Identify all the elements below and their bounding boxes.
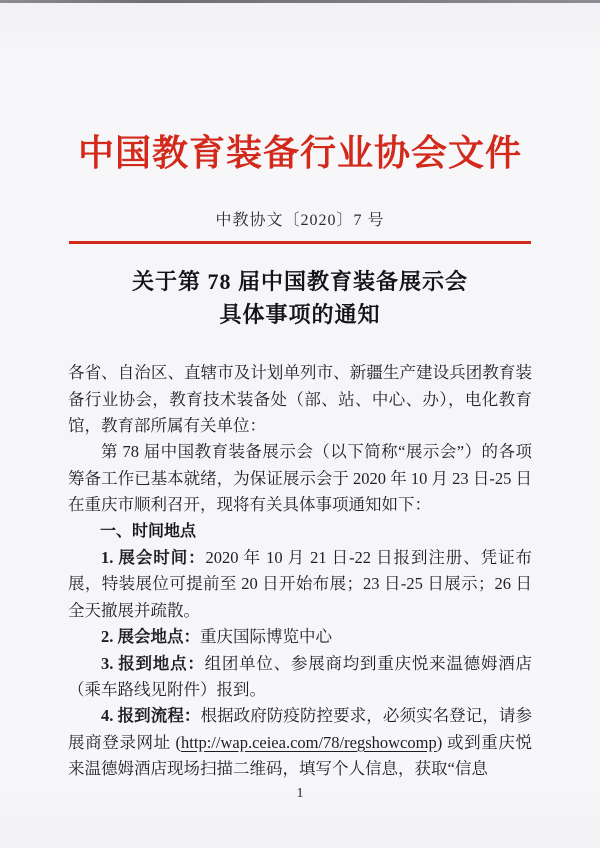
item-4-text-before-url: 根据政府防疫防控要求，必须实名登记，请参展商登录网址 ( xyxy=(68,706,533,752)
document-title xyxy=(0,265,600,331)
document-title-line2: 具体事项的通知 xyxy=(219,302,381,328)
section-1-heading: 一、时间地点 xyxy=(100,522,197,540)
page-number: 1 xyxy=(296,786,304,801)
intro-paragraph: 第 78 届中国教育装备展示会（以下简称“展示会”）的各项筹备工作已基本就绪，为保证展示会于 2020 年 10 月 23 日-25 日在重庆市顺利召开，现将有关具体事项通知如下： xyxy=(68,442,532,515)
document-body xyxy=(68,360,532,783)
item-4-text-after-url: ) 或到重庆悦来温德姆酒店现场扫描二维码，填写个人信息，获取“信息 xyxy=(68,732,532,779)
item-3-paragraph xyxy=(68,651,532,704)
scan-edge-artifact xyxy=(0,0,600,3)
document-number: 中教协文〔2020〕7 号 xyxy=(215,212,385,230)
item-4-label: 4. 报到流程： xyxy=(101,706,201,726)
item-1-label: 1. 展会时间： xyxy=(101,548,206,568)
item-4-paragraph xyxy=(68,703,532,782)
item-2-text: 重庆国际博览中心 xyxy=(200,627,332,647)
item-3-label: 3. 报到地点： xyxy=(101,653,205,673)
item-2-paragraph xyxy=(68,624,532,650)
item-1-text: 2020 年 10 月 21 日-22 日报到注册、凭证布展，特装展位可提前至 20 日开始布展；23 日-25 日展示；26 日全天撤展并疏散。 xyxy=(68,548,532,620)
salutation-paragraph: 各省、自治区、直辖市及计划单列市、新疆生产建设兵团教育装备行业协会，教育技术装备处（部、站、中心、办），电化教育馆，教育部所属有关单位： xyxy=(68,363,532,435)
item-1-paragraph xyxy=(68,545,532,624)
item-3-text: 组团单位、参展商均到重庆悦来温德姆酒店（乘车路线见附件）报到。 xyxy=(68,653,533,700)
registration-url: http://wap.ceiea.com/78/regshowcomp xyxy=(181,732,437,752)
item-2-label: 2. 展会地点： xyxy=(101,627,200,647)
org-masthead-title: 中国教育装备行业协会文件 xyxy=(77,133,522,173)
document-title-line1: 关于第 78 届中国教育装备展示会 xyxy=(131,269,468,295)
red-divider-rule xyxy=(69,241,531,244)
